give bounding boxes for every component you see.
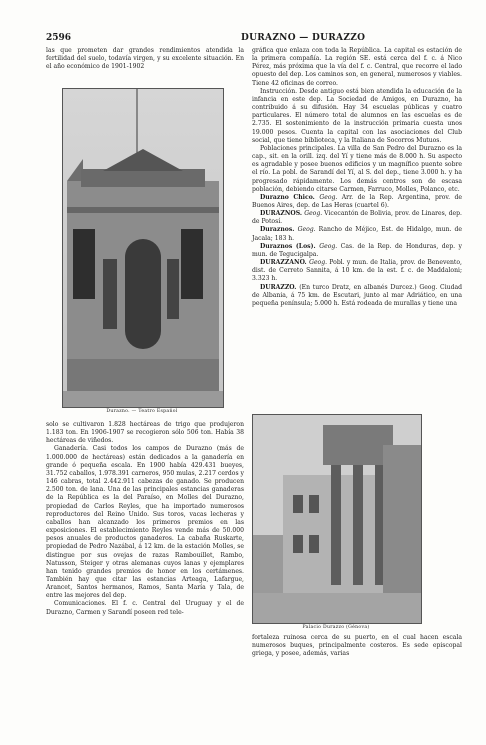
paragraph: Ganadería. Casi todos los campos de Durazno (más de 1.000.000 de hectáreas) están dedicados a la ganadería en grande ó pequeña escala. En 1900 había 429.431 bueyes, 31.752 caballos, 1.978.391 carneros, 950 mulas, 2.217 cerdos y 146 cabras, total 2.442.911 cabezas de ganado. Se producen 2.500 ton. de lana. Una de las principales estancias ganaderas de la República es la del Paraíso, en Molles del Durazno, propiedad de Carlos Reyles, que ha importado numerosos reproductores del Reino Unido. Sus toros, vacas lecheras y caballos han alcanzado los primeros premios en las exposiciones. El establecimiento Reyles vende más de 50.000 pesos anuales de productos ganaderos. La cabaña Ruskarte, propiedad de Pedro Nazábal, á 12 km. de la estación Molles, se distingue por sus ovejas de razas Rambouillet, Rambo, Natusson, Steiger y otras alemanas cuyos lanas y ejemplares han tenido grandes premios de honor en los certámenes. También hay que citar las estancias Arteaga, Lafargue, Arancet, Santos hermanos, Ramos, Santa María y Tala, de entre las mejores del dep. bbox=[46, 445, 244, 600]
right-column-bottom bbox=[252, 634, 462, 658]
left-column-top bbox=[46, 47, 244, 71]
entry: DURAZNOS. Geog. Vicecantón de Bolivia, prov. de Linares, dep. de Potosí. bbox=[252, 210, 462, 226]
paragraph: Instrucción. Desde antiguo está bien atendida la educación de la infancia en este dep. La Sociedad de Amigos, en Durazno, ha contribuido á su difusión. Hay 34 escuelas públicas y cuatro particulares. El número total de alumnos en las escuelas es de 2.735. El sostenimiento de la instrucción primaria cuesta unos 19.000 pesos. Cuenta la capital con las asociaciones del Club social, que tiene biblioteca, y la Italiana de Socorros Mutuos. bbox=[252, 87, 462, 144]
entry: Durazno Chico. Geog. Arr. de la Rep. Argentina, prov. de Buenos Aires, dep. de Las Heras (cuartel 6). bbox=[252, 193, 462, 209]
palace-illustration bbox=[253, 415, 421, 623]
left-column-bottom bbox=[46, 421, 244, 617]
theatre-illustration bbox=[63, 89, 223, 407]
paragraph: fortaleza ruinosa cerca de su puerto, en el cual hacen escala numerosos buques, principalmente costeros. Es sede episcopal griega, y posee, además, varias bbox=[252, 634, 462, 658]
entry: DURAZZO. (En turco Dratz, en albanés Durcez.) Geog. Ciudad de Albania, á 75 km. de Escutari, junto al mar Adriático, en una pequeña península; 5.000 h. Está rodeada de murallas y tiene una bbox=[252, 283, 463, 307]
entry: DURAZZANO. Geog. Pobl. y mun. de Italia, prov. de Benevento, dist. de Cerreto Sannita, á 10 km. de la est. f. c. de Maddaloni; 3.323 h. bbox=[252, 259, 462, 283]
right-column-top bbox=[252, 47, 462, 308]
page-header bbox=[46, 33, 462, 45]
paragraph: Poblaciones principales. La villa de San Pedro del Durazno es la cap., sit. en la orill. izq. del Yí y tiene más de 8.000 h. Su aspecto es agradable y posee buenos edificios y un magnífico puente sobre el río. La pobl. de Sarandí del Yí, al S. del dep., tiene 3.000 h. y ha progresado rápidamente. Los demás centros son de escasa población, debiendo citarse Carmen, Farruco, Molles, Polanco, etc. bbox=[252, 144, 462, 193]
palace-photo bbox=[252, 414, 422, 624]
left-photo-caption: Durazno. — Teatro Español bbox=[106, 409, 178, 414]
right-photo-caption: Palacio Durazzo (Génova) bbox=[302, 625, 370, 630]
paragraph: gráfica que enlaza con toda la República. La capital es estación de la primera compañía. La región SE. está cerca del f. c. á Nico Pérez, más próxima que la vía del f. c. Central, que recorre el lado opuesto del dep. Los caminos son, en general, numerosos y viables. Tiene 42 oficinas de correo. bbox=[252, 47, 462, 87]
paragraph: las que prometen dar grandes rendimientos atendida la fertilidad del suelo, todavía virgen, y su excelente situación. En el año económico de 1901-1902 bbox=[46, 47, 244, 71]
entry: Duraznos. Geog. Rancho de Méjico, Est. de Hidalgo, mun. de Jacala; 183 h. bbox=[252, 226, 462, 242]
page-title: DURAZNO — DURAZZO bbox=[241, 33, 366, 43]
paragraph: Comunicaciones. El f. c. Central del Uruguay y el de Durazno, Carmen y Sarandí poseen red tele- bbox=[46, 600, 244, 616]
entry: Duraznos (Los). Geog. Cas. de la Rep. de Honduras, dep. y mun. de Tegucigalpa. bbox=[252, 242, 462, 258]
paragraph: solo se cultivaron 1.828 hectáreas de trigo que produjeron 1.183 ton. En 1906-1907 se recogieron sólo 506 ton. Había 38 hectáreas de viñedos. bbox=[46, 421, 244, 445]
theatre-photo bbox=[62, 88, 224, 408]
page-number: 2596 bbox=[46, 33, 72, 43]
